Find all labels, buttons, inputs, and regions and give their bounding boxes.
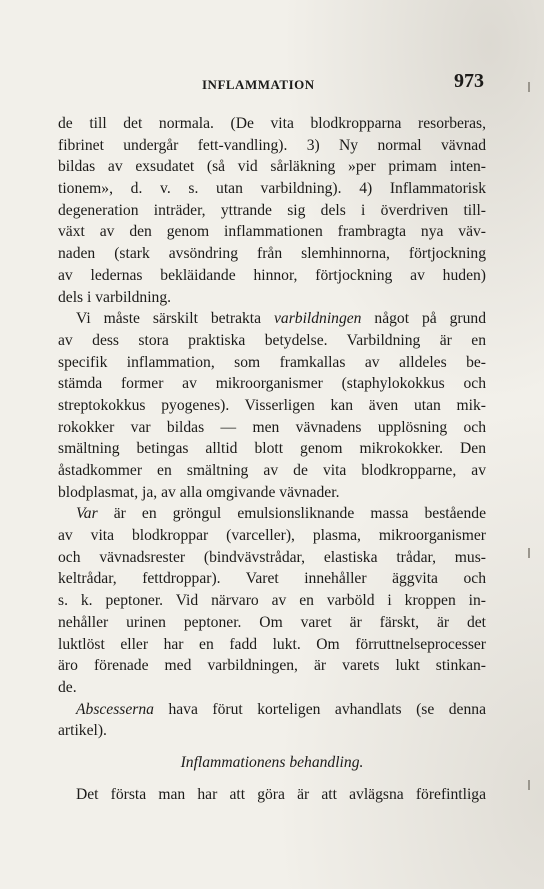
text-line: bildas av exsudatet (så vid sårläkning »per primam inten-	[58, 158, 486, 176]
text-line: åstadkommer en smältning av de vita blodkropparne, av	[58, 462, 486, 479]
text-line: rokokker var bildas — men vävnadens upplösning och	[58, 418, 486, 436]
text-line: växt av den genom inflammationen frambragta nya väv-	[58, 223, 486, 241]
emphasis-term: Var	[76, 505, 98, 523]
text-line: dels i varbildning.	[58, 288, 172, 306]
text-line: och vävnadsrester (bindvävstrådar, elastiska trådar, mus-	[58, 548, 486, 566]
text-line: keltrådar, fettdroppar). Varet innehåller äggvita och	[58, 570, 486, 588]
text-line: s. k. peptoner. Vid närvaro av en varböld i kroppen in-	[58, 592, 486, 610]
paragraph-tail: är en gröngul emulsionsliknande massa bestående	[97, 505, 486, 523]
body-text	[58, 113, 486, 805]
text-line: tionem», d. v. s. utan varbildning). 4) Inflammatorisk	[58, 180, 486, 198]
text-line: specifik inflammation, som framkallas av alldeles be-	[58, 353, 486, 371]
text-line: nehåller urinen peptoner. Om varet är färskt, är det	[58, 613, 486, 631]
text-line: av dess stora praktiska betydelse. Varbildning är en	[58, 331, 486, 349]
text-line: smältning betingas alltid blott genom mikrokokker. Den	[58, 440, 486, 458]
text-line: blodplasmat, ja, av alla omgivande vävnader.	[58, 483, 340, 501]
emphasis-term: Abscesserna	[76, 700, 154, 718]
running-head: INFLAMMATION	[202, 77, 315, 92]
text-line: de till det normala. (De vita blodkropparna resorberas,	[58, 115, 486, 132]
text-line: av ledernas bekläidande hinnor, förtjockning av huden)	[58, 266, 486, 284]
text-line: stämda former av mikroorganismer (staphylokokkus och	[58, 375, 486, 393]
paragraph-lead: Vi måste särskilt betrakta	[76, 310, 274, 328]
text-line: de.	[58, 678, 77, 696]
page-header	[60, 70, 484, 100]
text-line: luktlöst eller har en fadd lukt. Om förruttnelseprocesser	[58, 635, 486, 653]
page-edge-mark	[528, 82, 530, 92]
paragraph-start-line	[58, 699, 486, 721]
text-line: artikel).	[58, 722, 107, 740]
page-edge-mark	[528, 780, 530, 790]
paragraph-tail: något på grund	[361, 310, 486, 328]
page-edge-mark	[528, 548, 530, 558]
text-line: av vita blodkroppar (varceller), plasma, mikroorganismer	[58, 527, 486, 545]
paragraph-tail: hava förut korteligen avhandlats (se denna	[153, 700, 486, 718]
text-line: fibrinet undergår fett-vandling). 3) Ny normal vävnad	[58, 136, 486, 154]
emphasis-term: varbildningen	[273, 310, 362, 328]
paragraph-start-line	[58, 503, 486, 525]
text-line: streptokokkus pyogenes). Visserligen kan även utan mik-	[58, 396, 486, 414]
text-line: naden (stark avsöndring från slemhinnorna, förtjockning	[58, 245, 486, 263]
section-heading: Inflammationens behandling.	[180, 753, 364, 771]
paragraph-start-line	[58, 308, 486, 330]
text-line: äro förenade med varbildningen, är varets lukt stinkan-	[58, 657, 486, 675]
text-line: Det första man har att göra är att avlägsna förefintliga	[76, 785, 486, 803]
page-number: 973	[454, 70, 484, 92]
text-line: degeneration inträder, yttrande sig dels i överdriven till-	[58, 201, 486, 219]
